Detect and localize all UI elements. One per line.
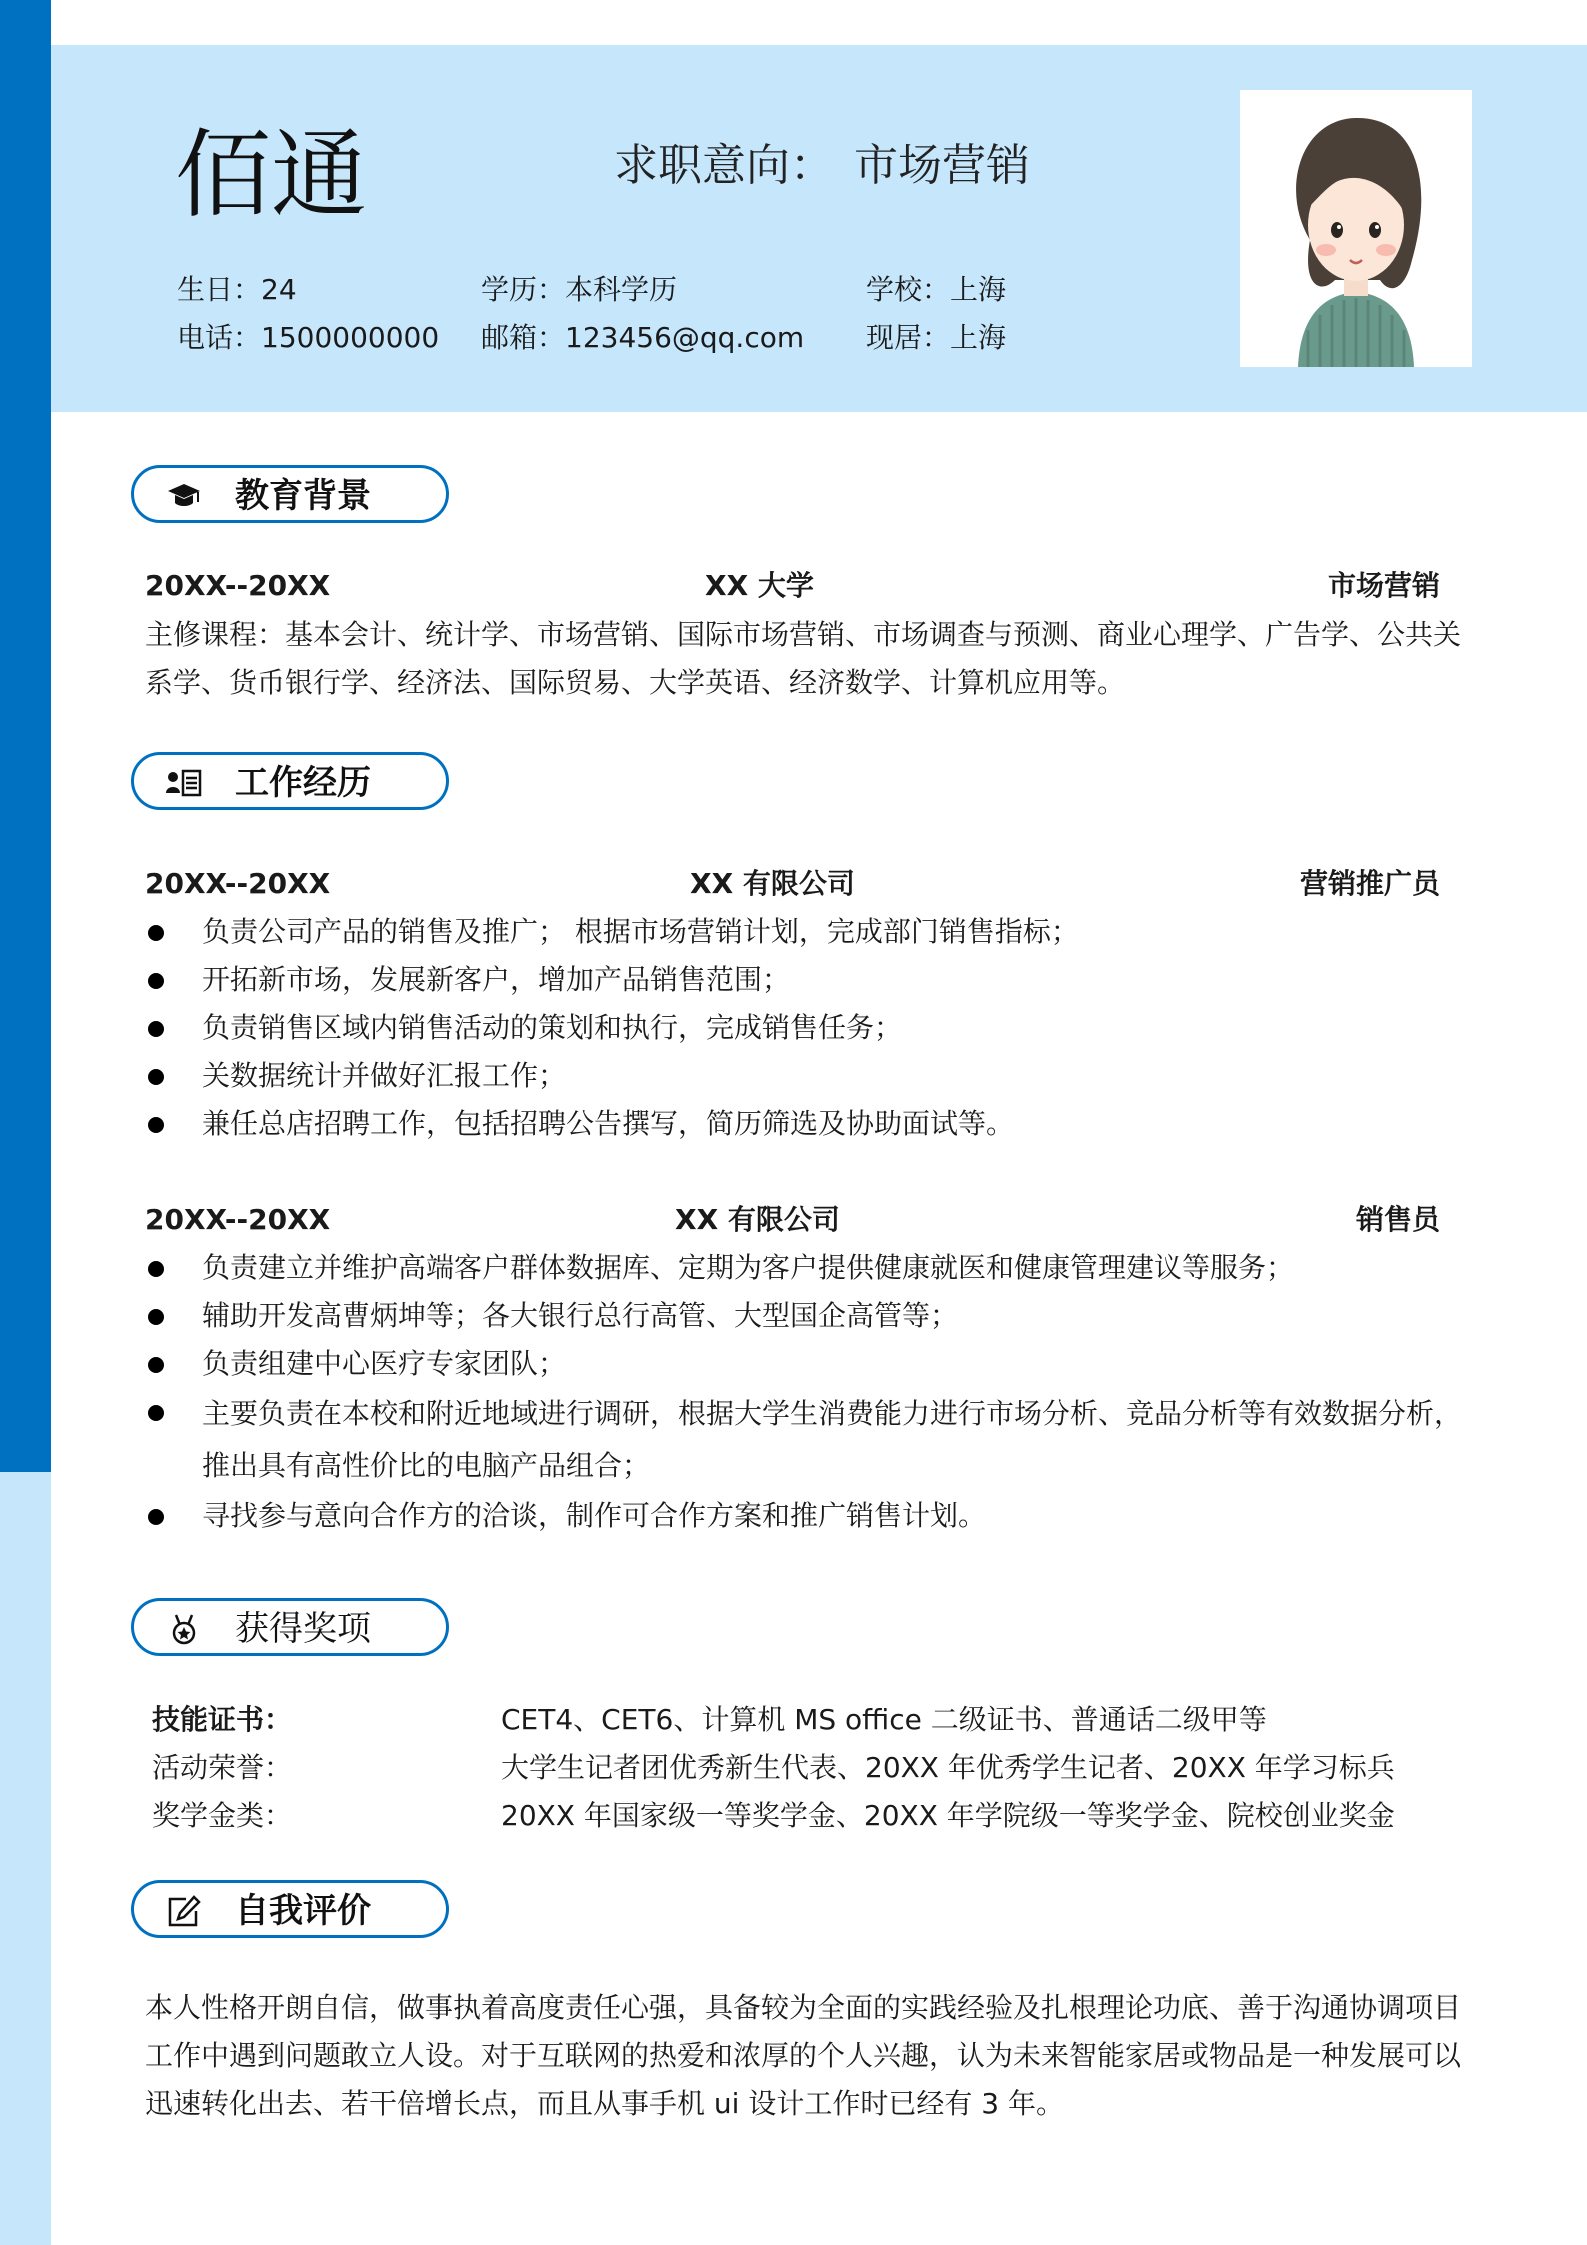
list-item: 寻找参与意向合作方的洽谈，制作可合作方案和推广销售计划。 <box>145 1492 1475 1540</box>
sidebar-accent-light <box>0 1472 51 2245</box>
education-school: XX 大学 <box>705 569 814 602</box>
job-intent-label: 求职意向： <box>614 140 834 191</box>
work-1-role: 营销推广员 <box>1299 867 1440 900</box>
avatar-illustration <box>1240 90 1472 367</box>
education-row <box>145 565 1440 607</box>
work-1-period: 20XX--20XX <box>145 867 331 900</box>
education-info: 学历：本科学历 <box>481 273 678 306</box>
job-intent <box>614 135 1030 197</box>
candidate-name: 佰通 <box>175 119 367 231</box>
avatar <box>1240 90 1472 367</box>
list-item: 负责建立并维护高端客户群体数据库、定期为客户提供健康就医和健康管理建议等服务； <box>145 1244 1475 1292</box>
work-2-period: 20XX--20XX <box>145 1203 331 1236</box>
award-3-value: 20XX 年国家级一等奖学金、20XX 年学院级一等奖学金、院校创业奖金 <box>501 1799 1395 1832</box>
list-item: 开拓新市场，发展新客户，增加产品销售范围； <box>145 956 1475 1004</box>
award-3-key: 奖学金类： <box>152 1799 293 1832</box>
section-work-header <box>131 752 449 810</box>
email-info: 邮箱：123456@qq.com <box>481 321 805 354</box>
education-period: 20XX--20XX <box>145 569 331 602</box>
award-2-value: 大学生记者团优秀新生代表、20XX 年优秀学生记者、20XX 年学习标兵 <box>501 1751 1395 1784</box>
work-row-2 <box>145 1199 1440 1241</box>
award-2-key: 活动荣誉： <box>152 1751 293 1784</box>
award-1-value: CET4、CET6、计算机 MS office 二级证书、普通话二级甲等 <box>501 1703 1267 1736</box>
job-intent-value: 市场营销 <box>854 140 1030 191</box>
section-education-header <box>131 465 449 523</box>
list-item: 兼任总店招聘工作，包括招聘公告撰写，简历筛选及协助面试等。 <box>145 1100 1475 1148</box>
sidebar-accent-dark <box>0 0 51 1472</box>
section-work-title: 工作经历 <box>235 763 371 803</box>
work-row-1 <box>145 863 1440 905</box>
section-self-title: 自我评价 <box>235 1891 371 1931</box>
award-1-key: 技能证书： <box>152 1703 293 1736</box>
work-1-company: XX 有限公司 <box>690 867 855 900</box>
list-item: 辅助开发高曹炳坤等；各大银行总行高管、大型国企高管等； <box>145 1292 1475 1340</box>
list-item: 关数据统计并做好汇报工作； <box>145 1052 1475 1100</box>
section-awards-title: 获得奖项 <box>235 1609 371 1649</box>
section-awards-header <box>131 1598 449 1656</box>
work-2-role: 销售员 <box>1355 1203 1440 1236</box>
section-education-title: 教育背景 <box>235 476 371 516</box>
residence-info: 现居：上海 <box>866 321 1007 354</box>
self-evaluation-text: 本人性格开朗自信，做事执着高度责任心强，具备较为全面的实践经验及扎根理论功底、善于沟通协调项目工作中遇到问题敢立人设。对于互联网的热爱和浓厚的个人兴趣，认为未来智能家居或物品是一种发展可以迅速转化出去、若干倍增长点，而且从事手机 ui 设计工作时已经有 3 年。 <box>145 1991 1462 2120</box>
list-item: 负责组建中心医疗专家团队； <box>145 1340 1475 1388</box>
birthday-info: 生日：24 <box>177 273 297 306</box>
list-item: 主要负责在本校和附近地域进行调研，根据大学生消费能力进行市场分析、竞品分析等有效数据分析，推出具有高性价比的电脑产品组合； <box>145 1388 1475 1492</box>
work-1-duties <box>145 908 1475 1148</box>
list-item: 负责公司产品的销售及推广； 根据市场营销计划，完成部门销售指标； <box>145 908 1475 956</box>
list-item: 负责销售区域内销售活动的策划和执行，完成销售任务； <box>145 1004 1475 1052</box>
section-self-header <box>131 1880 449 1938</box>
resume-header <box>51 45 1587 412</box>
profile-list-icon <box>166 767 202 799</box>
work-2-company: XX 有限公司 <box>675 1203 840 1236</box>
school-info: 学校：上海 <box>866 273 1007 306</box>
education-major: 市场营销 <box>1327 569 1440 602</box>
edit-icon <box>166 1895 202 1927</box>
work-2-duties <box>145 1244 1475 1540</box>
education-courses: 主修课程：基本会计、统计学、市场营销、国际市场营销、市场调查与预测、商业心理学、广告学、公共关系学、货币银行学、经济法、国际贸易、大学英语、经济数学、计算机应用等。 <box>145 618 1462 699</box>
medal-icon <box>166 1613 202 1645</box>
graduation-cap-icon <box>166 480 202 512</box>
phone-info: 电话：1500000000 <box>177 321 440 354</box>
